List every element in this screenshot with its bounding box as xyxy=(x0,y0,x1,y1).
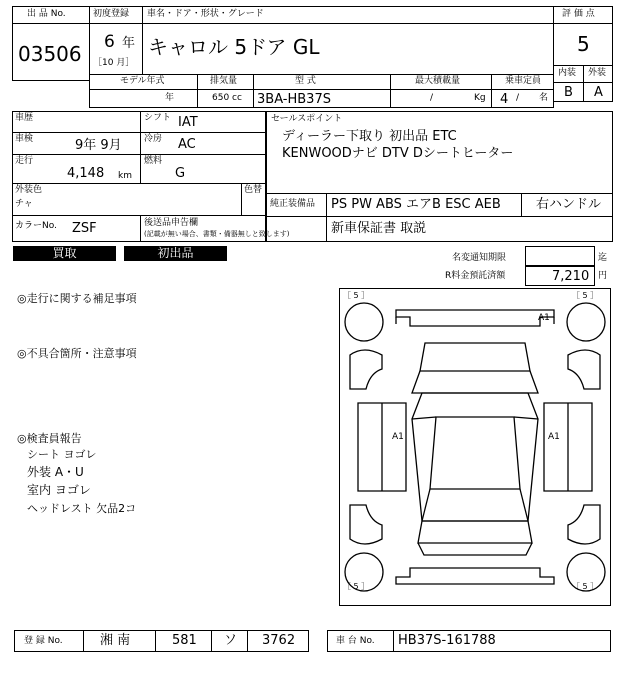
color-change-label: 色替 xyxy=(244,185,263,195)
interior-grade: B xyxy=(564,85,573,100)
ac-value: AC xyxy=(178,137,196,152)
capacity-slash: / xyxy=(516,93,520,103)
color-no-label: カラーNo. xyxy=(15,221,57,231)
reg-region: 湘 南 xyxy=(100,633,131,648)
recycle-amount: 7,210 xyxy=(552,269,590,284)
car-name-label: 車名・ドア・形状・グレード xyxy=(147,9,264,19)
ext-color-label: 外装色 xyxy=(15,185,43,195)
fuel-label: 燃料 xyxy=(144,156,163,166)
steering-value: 右ハンドル xyxy=(536,197,602,212)
deadline-unit: 迄 xyxy=(598,253,608,263)
shift-value: IAT xyxy=(178,115,198,130)
reg-class: 581 xyxy=(172,633,197,648)
reg-label: 登 録 No. xyxy=(24,636,63,646)
ac-label: 冷房 xyxy=(144,134,163,144)
max-load-slash: / xyxy=(430,93,434,103)
inspection-value: 9年 9月 xyxy=(75,138,122,153)
tire-tread-rl: ［ 5 ］ xyxy=(343,582,370,591)
type-label: 型 式 xyxy=(295,76,316,86)
buy-badge: 買取 xyxy=(13,246,116,261)
displacement-label: 排気量 xyxy=(210,76,238,86)
damage-mark-right: A1 xyxy=(548,432,560,442)
first-reg-label: 初度登録 xyxy=(93,9,130,19)
max-load-label: 最大積載量 xyxy=(415,76,461,86)
inspection-label: 車検 xyxy=(15,134,34,144)
model-year-label: モデル年式 xyxy=(120,76,165,86)
car-outline xyxy=(340,289,610,605)
score-value: 5 xyxy=(577,32,590,56)
chassis-number: HB37S-161788 xyxy=(398,633,496,648)
sales-line-1: ディーラー下取り 初出品 ETC xyxy=(282,129,457,144)
deadline-label: 名変通知期限 xyxy=(452,253,507,263)
lot-label: 出 品 No. xyxy=(27,9,66,19)
damage-mark-front: A1 xyxy=(538,313,550,323)
warranty-value: 新車保証書 取説 xyxy=(331,221,427,236)
shift-label: シフト xyxy=(144,113,172,123)
retrofit-note: (記載が無い場合、書類・備器無しと致します) xyxy=(144,230,290,238)
inspector-heading: ◎検査員報告 xyxy=(17,432,82,445)
ext-color-value: チャ xyxy=(15,199,33,209)
standard-value: PS PW ABS エアB ESC AEB xyxy=(331,197,501,212)
retrofit-label: 後送品申告欄 xyxy=(144,218,199,228)
reg-number: 3762 xyxy=(262,633,296,648)
history-label: 車歴 xyxy=(15,113,34,123)
recycle-label: R料金預託済額 xyxy=(445,271,506,281)
first-listing-badge: 初出品 xyxy=(124,246,227,261)
car-name: キャロル 5ドア GL xyxy=(148,35,320,59)
first-reg-year-unit: 年 xyxy=(122,36,136,51)
score-label: 評 価 点 xyxy=(562,9,595,19)
report-line: ヘッドレスト 欠品2コ xyxy=(27,502,137,515)
driving-heading: ◎走行に関する補足事項 xyxy=(17,292,137,305)
sales-label: セールスポイント xyxy=(271,114,343,124)
model-year-unit: 年 xyxy=(165,93,175,103)
standard-label: 純正装備品 xyxy=(270,199,316,209)
first-reg-year: 6 xyxy=(104,32,115,52)
deadline-field xyxy=(525,246,595,266)
exterior-label: 外装 xyxy=(588,68,607,78)
car-diagram xyxy=(339,288,611,606)
exterior-grade: A xyxy=(594,85,603,100)
first-reg-month: ［10 月］ xyxy=(93,58,135,68)
report-line: 室内 ヨゴレ xyxy=(27,483,91,497)
capacity-label: 乗車定員 xyxy=(505,76,542,86)
type-value: 3BA-HB37S xyxy=(257,92,331,107)
interior-label: 内装 xyxy=(558,68,577,78)
max-load-unit: Kg xyxy=(474,93,486,103)
report-line: 外装 A・U xyxy=(27,465,84,479)
defects-heading: ◎不具合箇所・注意事項 xyxy=(17,347,137,360)
tire-tread-fr: ［ 5 ］ xyxy=(572,291,599,300)
report-line: シート ヨゴレ xyxy=(27,448,97,461)
recycle-unit: 円 xyxy=(598,271,608,281)
capacity-unit: 名 xyxy=(539,93,549,103)
damage-mark-left: A1 xyxy=(392,432,404,442)
capacity-value: 4 xyxy=(500,92,509,107)
sales-line-2: KENWOODナビ DTV Dシートヒーター xyxy=(282,146,514,161)
lot-number: 03506 xyxy=(18,42,82,66)
chassis-label: 車 台 No. xyxy=(336,636,375,646)
mileage-label: 走行 xyxy=(15,156,34,166)
tire-tread-rr: ［ 5 ］ xyxy=(572,582,599,591)
reg-kana: ソ xyxy=(224,633,238,648)
color-no-value: ZSF xyxy=(72,221,97,236)
mileage-unit: km xyxy=(118,171,132,181)
mileage-value: 4,148 xyxy=(67,166,105,181)
displacement-value: 650 cc xyxy=(212,93,242,103)
fuel-value: G xyxy=(175,166,186,181)
tire-tread-fl: ［ 5 ］ xyxy=(343,291,370,300)
